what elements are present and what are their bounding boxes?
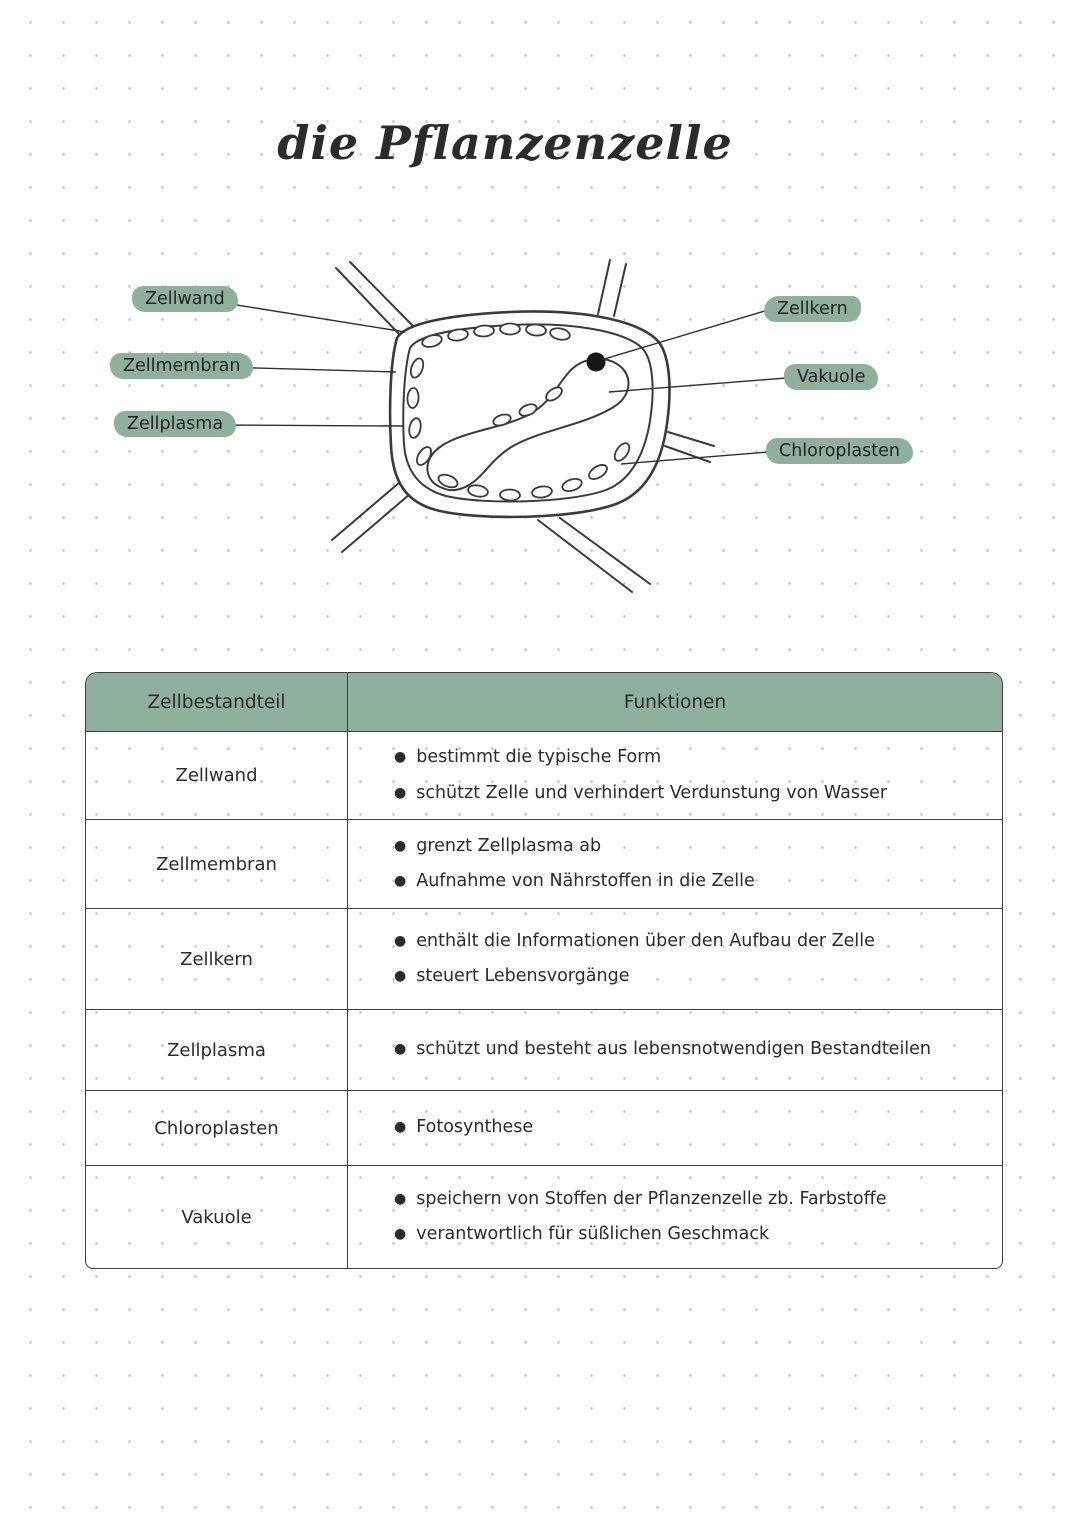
label-zellkern: Zellkern xyxy=(764,296,861,322)
function-item xyxy=(394,965,978,989)
bullet-icon: ● xyxy=(394,749,407,765)
component-functions xyxy=(348,1166,1002,1268)
function-text: Fotosynthese xyxy=(416,1117,534,1138)
function-item xyxy=(394,1116,978,1140)
header-funktionen: Funktionen xyxy=(623,691,727,713)
label-zellplasma: Zellplasma xyxy=(114,411,236,437)
function-item xyxy=(394,930,978,954)
component-name: Zellmembran xyxy=(86,820,348,908)
bullet-icon: ● xyxy=(394,968,407,985)
nucleus-shape xyxy=(587,353,606,372)
function-text: schützt Zelle und verhindert Verdunstung von Wasser xyxy=(416,782,888,803)
component-name: Zellplasma xyxy=(86,1010,348,1090)
bullet-icon: ● xyxy=(394,1190,407,1207)
bullet-icon: ● xyxy=(394,1119,407,1136)
label-vakuole: Vakuole xyxy=(784,364,878,390)
table-row xyxy=(86,909,1002,1010)
label-zellmembran: Zellmembran xyxy=(110,353,253,379)
function-text: Aufnahme von Nährstoffen in die Zelle xyxy=(416,871,755,892)
function-item xyxy=(394,870,978,894)
component-name: Vakuole xyxy=(86,1166,348,1268)
function-text: enthält die Informationen über den Aufbau der Zelle xyxy=(416,930,875,951)
component-functions xyxy=(348,820,1002,908)
plant-cell-diagram xyxy=(0,240,1080,640)
cell-functions-table xyxy=(85,672,1003,1269)
table-header xyxy=(86,673,1002,732)
bullet-icon: ● xyxy=(394,1041,407,1058)
component-name: Chloroplasten xyxy=(86,1091,348,1165)
component-name: Zellwand xyxy=(86,732,348,819)
component-functions xyxy=(348,1091,1002,1165)
component-name: Zellkern xyxy=(86,909,348,1009)
function-item xyxy=(394,1223,978,1247)
component-functions xyxy=(348,909,1002,1009)
function-text: speichern von Stoffen der Pflanzenzelle zb. Farbstoffe xyxy=(416,1188,887,1209)
table-row xyxy=(86,820,1002,909)
function-item xyxy=(394,1038,978,1062)
function-item xyxy=(394,1188,978,1212)
label-chloroplasten: Chloroplasten xyxy=(766,438,913,464)
header-zellbestandteil: Zellbestandteil xyxy=(86,673,348,731)
component-functions xyxy=(348,732,1002,819)
function-text: verantwortlich für süßlichen Geschmack xyxy=(416,1224,770,1245)
table-row xyxy=(86,1166,1002,1268)
bullet-icon: ● xyxy=(394,873,407,890)
table-row xyxy=(86,732,1002,820)
bullet-icon: ● xyxy=(394,837,407,854)
table-row xyxy=(86,1010,1002,1091)
function-item xyxy=(394,746,978,770)
bullet-icon: ● xyxy=(394,932,407,949)
function-item xyxy=(394,835,978,859)
bullet-icon: ● xyxy=(394,1226,407,1243)
component-functions xyxy=(348,1010,1002,1090)
function-text: bestimmt die typische Form xyxy=(416,747,662,767)
function-text: grenzt Zellplasma ab xyxy=(416,835,602,856)
function-text: schützt und besteht aus lebensnotwendigen Bestandteilen xyxy=(416,1039,932,1060)
function-text: steuert Lebensvorgänge xyxy=(416,966,630,987)
table-row xyxy=(86,1091,1002,1166)
label-zellwand: Zellwand xyxy=(132,286,238,312)
bullet-icon: ● xyxy=(394,784,407,801)
page-title: die Pflanzenzelle xyxy=(277,116,733,170)
function-item xyxy=(394,782,978,806)
